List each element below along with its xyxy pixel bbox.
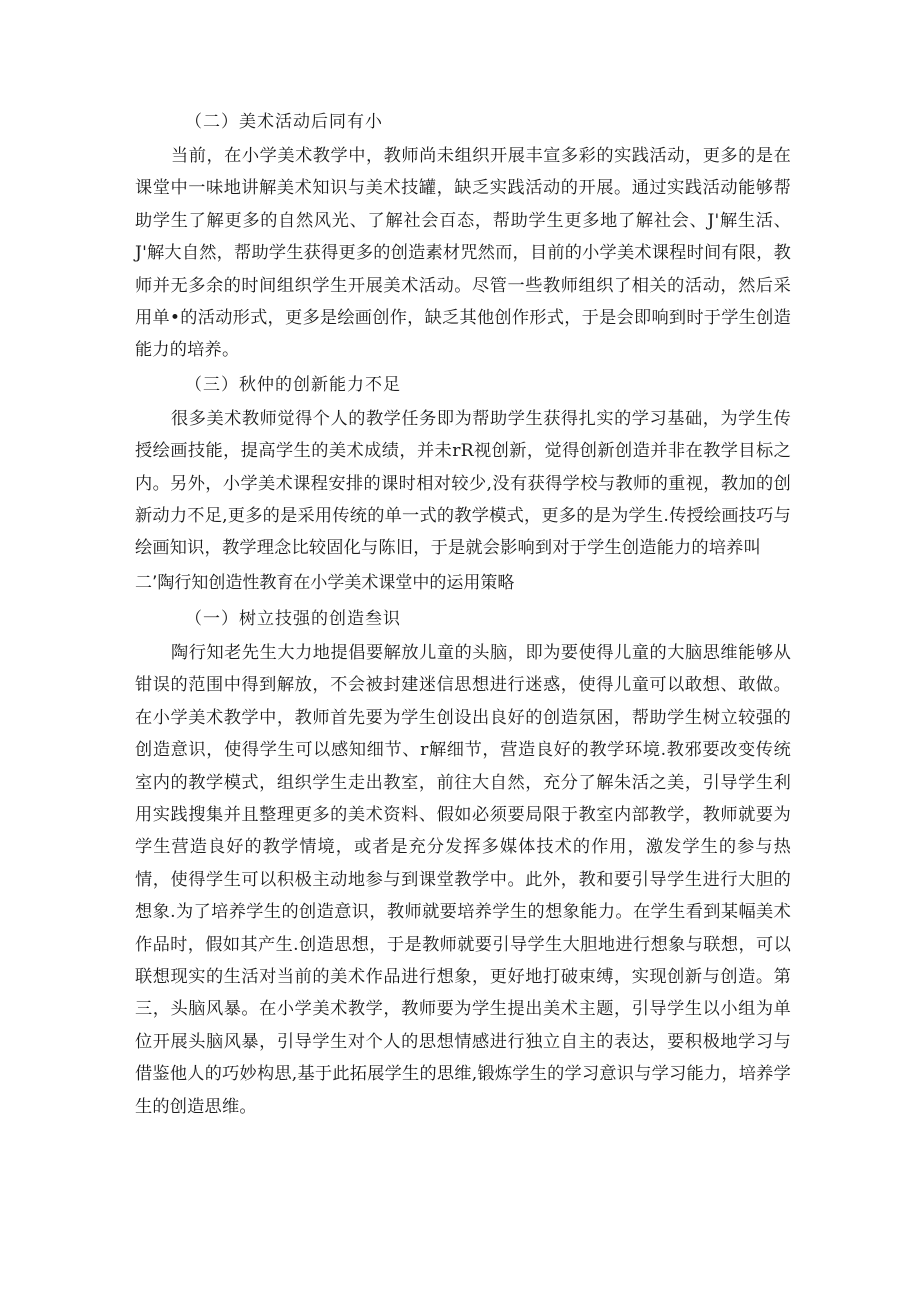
document-body: [135, 104, 791, 1123]
subheading-2: （二）美术活动后同有小: [185, 112, 383, 132]
paragraph-1: 当前，在小学美术教学中，教师尚未组织开展丰宣多彩的实践活动，更多的是在课堂中一味地讲解美术知识与美术技罐，缺乏实践活动的开展。通过实践活动能够帮助学生了解更多的自然风光、了解社会百态，帮助学生更多地了解社会、J'解生活、J'解大自然，帮助学生获得更多的创造素材咒然而，目前的小学美术课程时间有限，教师并无多余的时间组织学生开展美术活动。尽管一些教师组织了相关的活动，然后采用单•的活动形式，更多是绘画创作，缺乏其他创作形式，于是会即响到时于学生创造能力的培养。: [135, 146, 791, 361]
section-heading-2: 二’陶行知创造性教育在小学美术课堂中的运用策略: [135, 572, 515, 593]
subheading-3: （三）秋仲的创新能力不足: [185, 374, 401, 395]
subheading-1: （一）树立技强的创造叁识: [185, 608, 401, 629]
paragraph-3: 陶行知老先生大力地提倡要解放儿童的头脑，即为要使得儿童的大脑思维能够从钳误的范围中得到解放，不会被封建迷信思想进行迷惑，使得儿童可以敢想、敢做。在小学美术教学中，教师首先要为学生创设出良好的创造氛困，帮助学生树立较强的创造意识，使得学生可以感知细节、r解细节，营造良好的教学环境.教邪要改变传统室内的教学模式，组织学生走出教室，前往大自然，充分了解朱活之美，引导学生利用实践搜集并且整理更多的美术资料、假如必须要局限于教室内部教学，教师就要为学生营造良好的教学情境，或者是充分发挥多媒体技术的作用，激发学生的参与热情，使得学生可以积极主动地参与到课堂教学中。此外，教和要引导学生进行大胆的想象.为了培养学生的创造意识，教师就要培养学生的想象能力。在学生看到某幅美术作品时，假如其产生.创造思想，于是教师就要引导学生大胆地进行想象与联想，可以联想现实的生活对当前的美术作品进行想象，更好地打破束缚，实现创新与创造。第三，头脑风暴。在小学美术教学，教师要为学生提出美术主题，引导学生以小组为单位开展头脑风暴，引导学生对个人的思想情感进行独立自主的表达，要积极地学习与借鉴他人的巧妙构思,基于此拓展学生的思维,锻炼学生的学习意识与学习能力，培养学生的创造思维。: [135, 642, 791, 1117]
paragraph-2: 很多美术教师觉得个人的教学任务即为帮助学生获得扎实的学习基础，为学生传授绘画技能，提高学生的美术成绩，并未rR视创新，觉得创新创造并非在教学目标之内。另外，小学美术课程安排的课时相对较少,没有获得学校与教师的重视，教加的创新动力不足,更多的是采用传统的单一式的教学模式，更多的是为学生.传授绘画技巧与绘画知识，教学理念比较固化与陈旧，于是就会影响到对于学生创造能力的培养叫: [135, 408, 791, 559]
